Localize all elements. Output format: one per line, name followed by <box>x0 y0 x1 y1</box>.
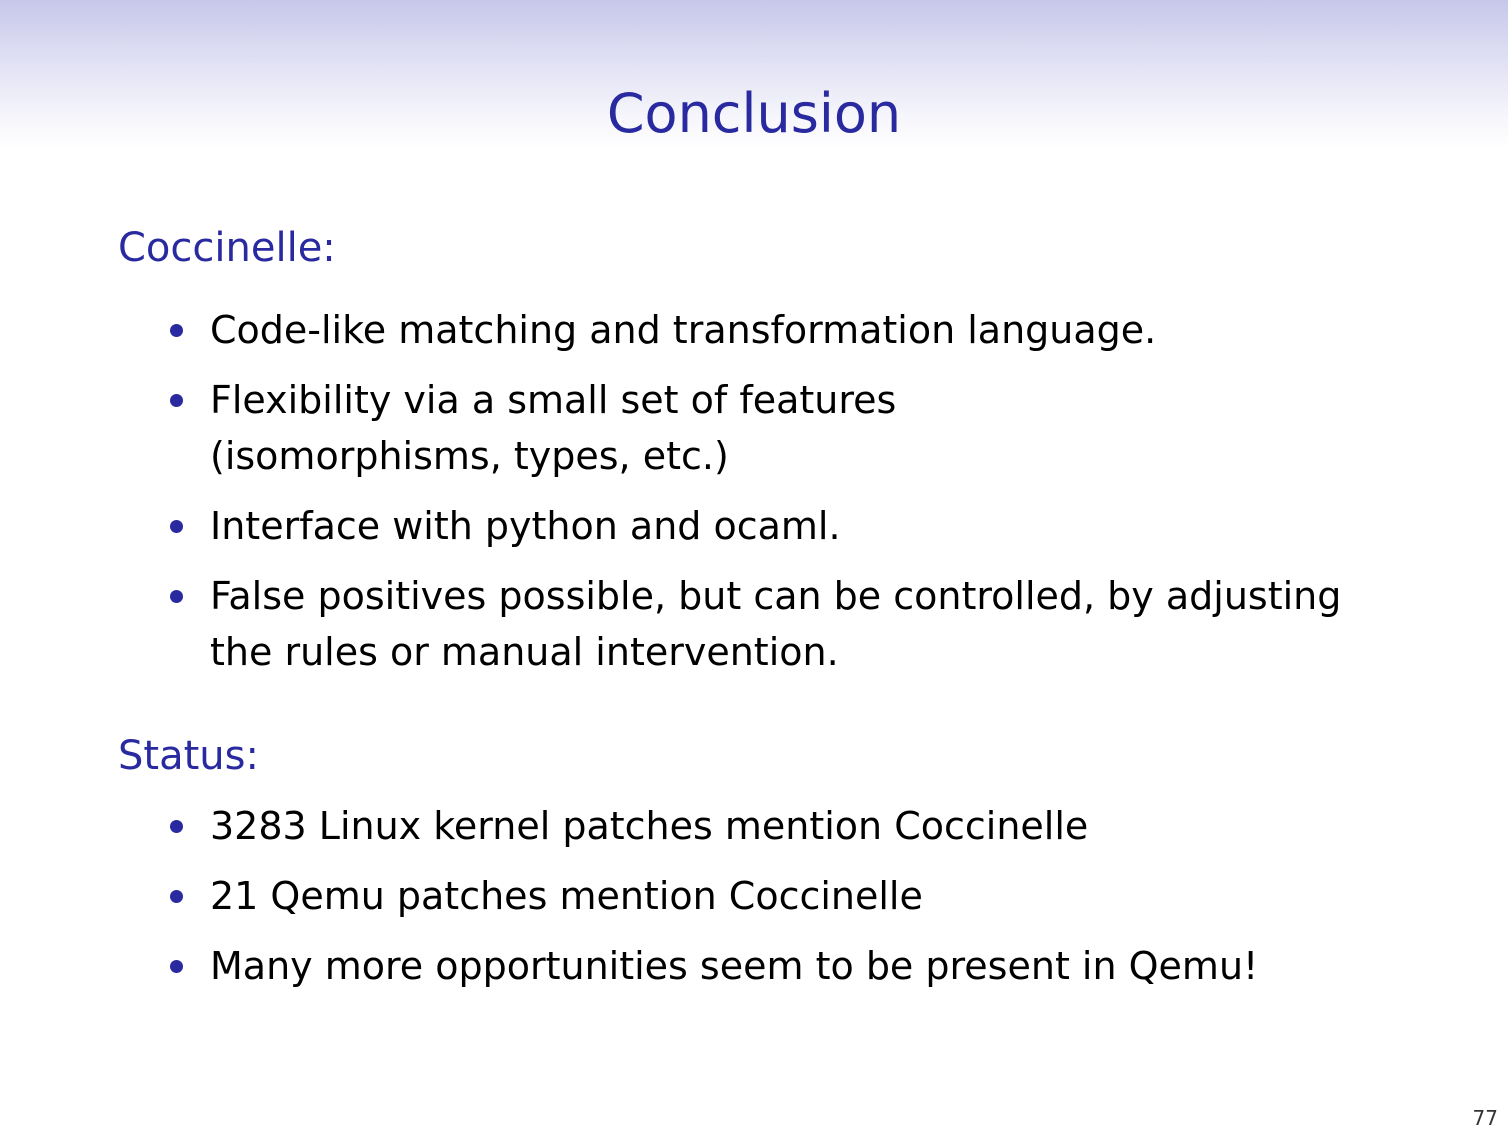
bullet-text: False positives possible, but can be controlled, by adjusting the rules or manual intervention. <box>210 574 1342 674</box>
page-number: 77 <box>1472 1106 1498 1130</box>
list-item <box>0 498 1360 554</box>
coccinelle-bullet-list <box>0 302 1360 694</box>
bullet-text: Many more opportunities seem to be present in Qemu! <box>210 944 1259 988</box>
list-item <box>0 568 1360 680</box>
status-bullet-list <box>0 798 1360 1008</box>
bullet-text: Code-like matching and transformation language. <box>210 308 1157 352</box>
bullet-text: 3283 Linux kernel patches mention Coccinelle <box>210 804 1089 848</box>
list-item <box>0 938 1360 994</box>
bullet-icon <box>170 520 183 533</box>
section-heading-coccinelle: Coccinelle: <box>118 225 336 271</box>
bullet-text: 21 Qemu patches mention Coccinelle <box>210 874 923 918</box>
bullet-icon <box>170 394 183 407</box>
section-heading-status: Status: <box>118 733 259 779</box>
list-item <box>0 372 910 484</box>
list-item <box>0 302 1360 358</box>
bullet-icon <box>170 960 183 973</box>
bullet-text: Interface with python and ocaml. <box>210 504 841 548</box>
bullet-icon <box>170 890 183 903</box>
bullet-text: Flexibility via a small set of features (isomorphisms, types, etc.) <box>210 378 897 478</box>
slide-title: Conclusion <box>606 82 902 145</box>
bullet-icon <box>170 590 183 603</box>
bullet-icon <box>170 820 183 833</box>
list-item <box>0 868 1360 924</box>
list-item <box>0 798 1360 854</box>
bullet-icon <box>170 324 183 337</box>
